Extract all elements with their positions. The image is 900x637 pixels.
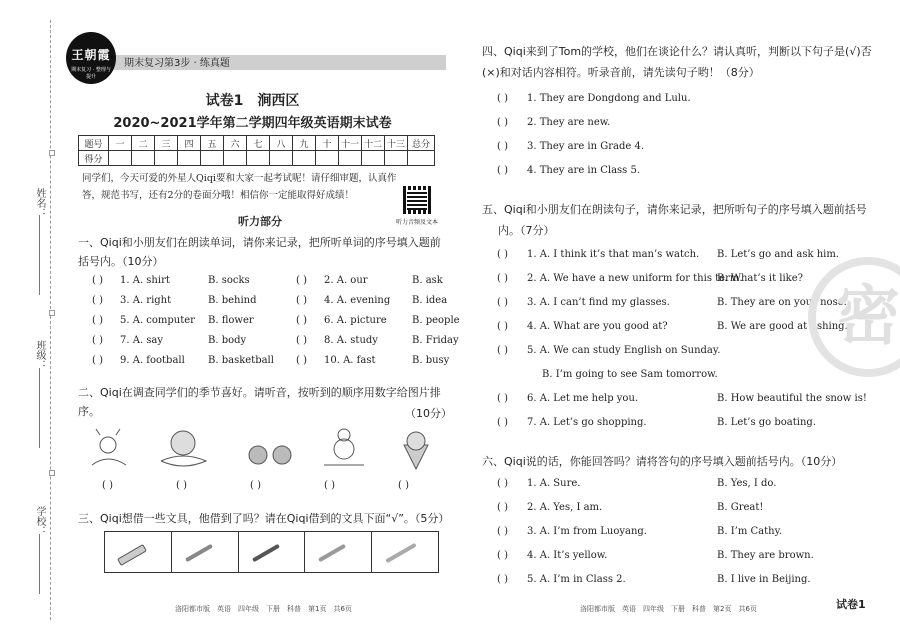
score-header-cell: 七 xyxy=(247,136,270,151)
q6-option-a: 5. A. I’m in Class 2. xyxy=(527,574,626,585)
q1-option-a: 7. A. say xyxy=(120,335,164,346)
brand-logo: 王朝霞 期末复习 · 整理与提升 xyxy=(66,32,116,84)
score-header-cell: 三 xyxy=(155,136,178,151)
pen-icon xyxy=(252,544,280,562)
q1-option-b: B. Friday xyxy=(412,335,459,346)
score-header-cell: 八 xyxy=(270,136,293,151)
answer-parenthesis[interactable]: ( ) xyxy=(497,345,508,356)
q1-option-b: B. ask xyxy=(412,275,443,286)
binding-hole xyxy=(49,310,55,316)
footer-left: 洛阳都市版 英语 四年级 下册 科普 第1页 共6页 xyxy=(175,605,352,613)
answer-parenthesis[interactable]: ( ) xyxy=(497,93,508,104)
answer-parenthesis[interactable]: ( ) xyxy=(92,355,103,366)
listening-section-label: 听力部分 xyxy=(238,215,282,228)
q1-option-b: B. basketball xyxy=(208,355,274,366)
q1-option-a: 6. A. picture xyxy=(324,315,387,326)
pencil-icon xyxy=(185,544,213,562)
qr-caption: 听力音频及文本 xyxy=(396,219,439,226)
answer-parenthesis[interactable]: ( ) xyxy=(296,355,307,366)
school-label: 学校： xyxy=(34,506,45,536)
q5-option-a: 4. A. What are you good at? xyxy=(527,321,668,332)
q1-option-a: 4. A. evening xyxy=(324,295,391,306)
score-input-cell[interactable] xyxy=(362,151,385,166)
pencil-icon xyxy=(318,544,346,562)
q4-title-line1: 四、Qiqi来到了Tom的学校，他们在谈论什么？请认真听，判断以下句子是(√)否 xyxy=(482,45,872,58)
score-input-cell[interactable] xyxy=(270,151,293,166)
q1-option-b: B. people xyxy=(412,315,460,326)
score-table xyxy=(78,135,435,166)
answer-parenthesis[interactable]: ( ) xyxy=(497,393,508,404)
answer-parenthesis[interactable]: ( ) xyxy=(497,141,508,152)
score-input-cell[interactable] xyxy=(408,151,435,166)
spring-picture-icon xyxy=(92,429,126,465)
score-input-cell[interactable] xyxy=(247,151,270,166)
crayon-icon xyxy=(385,543,416,563)
q5-title-line1: 五、Qiqi和小朋友们在朗读句子，请你来记录，把所听句子的序号填入题前括号 xyxy=(482,203,867,216)
class-label: 班级： xyxy=(34,340,45,370)
q5-option-a: 7. A. Let’s go shopping. xyxy=(527,417,647,428)
q6-option-a: 2. A. Yes, I am. xyxy=(527,502,603,513)
score-input-cell[interactable] xyxy=(339,151,362,166)
q1-title: 一、Qiqi和小朋友们在朗读单词，请你来记录，把所听单词的序号填入题前括号内。（10分） xyxy=(78,236,441,268)
score-header-cell: 十三 xyxy=(385,136,408,151)
qr-code-icon xyxy=(403,186,431,214)
q5-option-a: 3. A. I can’t find my glasses. xyxy=(527,297,670,308)
score-header-cell: 六 xyxy=(224,136,247,151)
exam-badge: 试卷1 xyxy=(836,598,866,611)
q1-option-a: 9. A. football xyxy=(120,355,185,366)
score-input-cell[interactable] xyxy=(201,151,224,166)
answer-parenthesis[interactable]: ( ) xyxy=(497,574,508,585)
q1-option-a: 10. A. fast xyxy=(324,355,376,366)
ruler-icon xyxy=(117,544,147,566)
ruler-cell[interactable] xyxy=(105,532,172,572)
q2-answer-blank[interactable]: ( ) xyxy=(176,480,187,491)
exam-title: 2020~2021学年第二学期四年级英语期末试卷 xyxy=(113,116,392,131)
pencil-cell[interactable] xyxy=(172,532,239,572)
q1-option-b: B. behind xyxy=(208,295,257,306)
score-label-cell: 得分 xyxy=(79,151,109,166)
answer-parenthesis[interactable]: ( ) xyxy=(497,526,508,537)
q5-option-b: B. What’s it like? xyxy=(717,273,804,284)
q6-option-b: B. I’m Cathy. xyxy=(717,526,783,537)
answer-parenthesis[interactable]: ( ) xyxy=(92,295,103,306)
score-input-cell[interactable] xyxy=(316,151,339,166)
answer-parenthesis[interactable]: ( ) xyxy=(497,550,508,561)
answer-parenthesis[interactable]: ( ) xyxy=(497,165,508,176)
q6-option-b: B. Great! xyxy=(717,502,764,513)
q6-option-b: B. I live in Beijing. xyxy=(717,574,811,585)
answer-parenthesis[interactable]: ( ) xyxy=(497,297,508,308)
pen-cell[interactable] xyxy=(239,532,306,572)
q1-option-b: B. idea xyxy=(412,295,448,306)
score-header-row xyxy=(79,136,435,151)
score-input-cell[interactable] xyxy=(132,151,155,166)
q4-statement: 1. They are Dongdong and Lulu. xyxy=(527,93,691,104)
q1-option-a: 2. A. our xyxy=(324,275,368,286)
q5-option-b: B. Let’s go and ask him. xyxy=(717,249,839,260)
answer-parenthesis[interactable]: ( ) xyxy=(296,275,307,286)
q1-option-b: B. busy xyxy=(412,355,450,366)
q5-option-b: B. We are good at fishing. xyxy=(717,321,848,332)
q2-title: 二、Qiqi在调查同学们的季节喜好。请听音，按听到的顺序用数字给图片排序。 xyxy=(78,386,441,418)
q6-option-a: 1. A. Sure. xyxy=(527,478,581,489)
autumn-apples-icon xyxy=(249,446,291,464)
q1-option-a: 5. A. computer xyxy=(120,315,195,326)
q5-option-a: 6. A. Let me help you. xyxy=(527,393,639,404)
answer-parenthesis[interactable]: ( ) xyxy=(497,249,508,260)
q1-option-a: 1. A. shirt xyxy=(120,275,170,286)
q5-option-a: 2. A. We have a new uniform for this term. xyxy=(527,273,743,284)
answer-parenthesis[interactable]: ( ) xyxy=(497,417,508,428)
score-input-cell[interactable] xyxy=(178,151,201,166)
answer-parenthesis[interactable]: ( ) xyxy=(92,315,103,326)
q6-option-a: 3. A. I’m from Luoyang. xyxy=(527,526,647,537)
q6-title: 六、Qiqi说的话，你能回答吗？请将答句的序号填入题前括号内。（10分） xyxy=(482,455,843,468)
q5-option-b: B. They are on your nose. xyxy=(717,297,847,308)
answer-parenthesis[interactable]: ( ) xyxy=(296,335,307,346)
q5-option-a: 5. A. We can study English on Sunday. xyxy=(527,345,721,356)
ice-cream-icon xyxy=(404,432,428,469)
footer-right: 洛阳都市版 英语 四年级 下册 科普 第2页 共6页 xyxy=(580,605,757,613)
q5-option-b: B. I’m going to see Sam tomorrow. xyxy=(542,369,718,380)
binding-dashed-line xyxy=(50,20,51,620)
score-header-cell: 九 xyxy=(293,136,316,151)
name-label: 姓名： xyxy=(34,188,45,218)
answer-parenthesis[interactable]: ( ) xyxy=(497,117,508,128)
q1-option-b: B. flower xyxy=(208,315,254,326)
q3-title: 三、Qiqi想借一些文具，他借到了吗？请在Qiqi借到的文具下面“√”。（5分） xyxy=(78,512,450,525)
class-line xyxy=(39,368,40,448)
q1-option-b: B. body xyxy=(208,335,247,346)
summer-picture-icon xyxy=(161,431,206,466)
q5-option-b: B. Let’s go boating. xyxy=(717,417,816,428)
school-line xyxy=(39,534,40,594)
answer-parenthesis[interactable]: ( ) xyxy=(92,275,103,286)
exam-number-title: 试卷1 涧西区 xyxy=(205,93,300,109)
q5-option-a: 1. A. I think it’s that man’s watch. xyxy=(527,249,700,260)
q4-statement: 3. They are in Grade 4. xyxy=(527,141,645,152)
season-pictures xyxy=(86,425,446,475)
q2-points: （10分） xyxy=(405,407,452,420)
score-header-cell: 五 xyxy=(201,136,224,151)
winter-snow-icon xyxy=(324,429,364,465)
pencil2-cell[interactable] xyxy=(305,532,372,572)
q6-option-a: 4. A. It’s yellow. xyxy=(527,550,608,561)
q1-option-a: 8. A. study xyxy=(324,335,378,346)
confidential-seal-watermark: 密 xyxy=(808,257,900,377)
score-input-cell[interactable] xyxy=(293,151,316,166)
q4-title-line2: (×)和对话内容相符。听录音前，请先读句子哟！（8分） xyxy=(482,66,760,79)
binding-hole xyxy=(49,150,55,156)
q6-option-b: B. They are brown. xyxy=(717,550,814,561)
answer-parenthesis[interactable]: ( ) xyxy=(497,502,508,513)
step-text: 期末复习第3步 · 练真题 xyxy=(124,58,230,69)
answer-parenthesis[interactable]: ( ) xyxy=(497,321,508,332)
score-input-cell[interactable] xyxy=(385,151,408,166)
answer-parenthesis[interactable]: ( ) xyxy=(296,315,307,326)
answer-parenthesis[interactable]: ( ) xyxy=(296,295,307,306)
answer-parenthesis[interactable]: ( ) xyxy=(497,273,508,284)
score-header-cell: 四 xyxy=(178,136,201,151)
q4-statement: 2. They are new. xyxy=(527,117,611,128)
name-line xyxy=(39,215,40,295)
q2-answer-blank[interactable]: ( ) xyxy=(398,480,409,491)
q5-title-line2: 内。（7分） xyxy=(498,224,555,237)
score-header-cell: 十二 xyxy=(362,136,385,151)
score-input-cell[interactable] xyxy=(224,151,247,166)
q2-answer-blank[interactable]: ( ) xyxy=(250,480,261,491)
score-header-cell: 总分 xyxy=(408,136,435,151)
binding-hole xyxy=(49,470,55,476)
q6-option-b: B. Yes, I do. xyxy=(717,478,777,489)
intro-text: 同学们，今天可爱的外星人Qiqi要和大家一起考试呢！请仔细审题，认真作答，规范书写，还有2分的卷面分哦！相信你一定能取得好成绩！ xyxy=(82,173,397,201)
score-header-cell: 二 xyxy=(132,136,155,151)
answer-parenthesis[interactable]: ( ) xyxy=(497,478,508,489)
score-header-cell: 一 xyxy=(109,136,132,151)
score-header-cell: 十一 xyxy=(339,136,362,151)
crayon-cell[interactable] xyxy=(372,532,438,572)
q1-option-a: 3. A. right xyxy=(120,295,172,306)
answer-parenthesis[interactable]: ( ) xyxy=(92,335,103,346)
q2-answer-blank[interactable]: ( ) xyxy=(102,480,113,491)
score-header-cell: 十 xyxy=(316,136,339,151)
q2-answer-blank[interactable]: ( ) xyxy=(324,480,335,491)
score-input-cell[interactable] xyxy=(109,151,132,166)
q4-statement: 4. They are in Class 5. xyxy=(527,165,641,176)
score-header-cell: 题号 xyxy=(79,136,109,151)
score-input-cell[interactable] xyxy=(155,151,178,166)
q5-option-b: B. How beautiful the snow is! xyxy=(717,393,867,404)
score-value-row xyxy=(79,151,435,166)
q1-option-b: B. socks xyxy=(208,275,250,286)
stationery-picture-table xyxy=(104,531,439,573)
